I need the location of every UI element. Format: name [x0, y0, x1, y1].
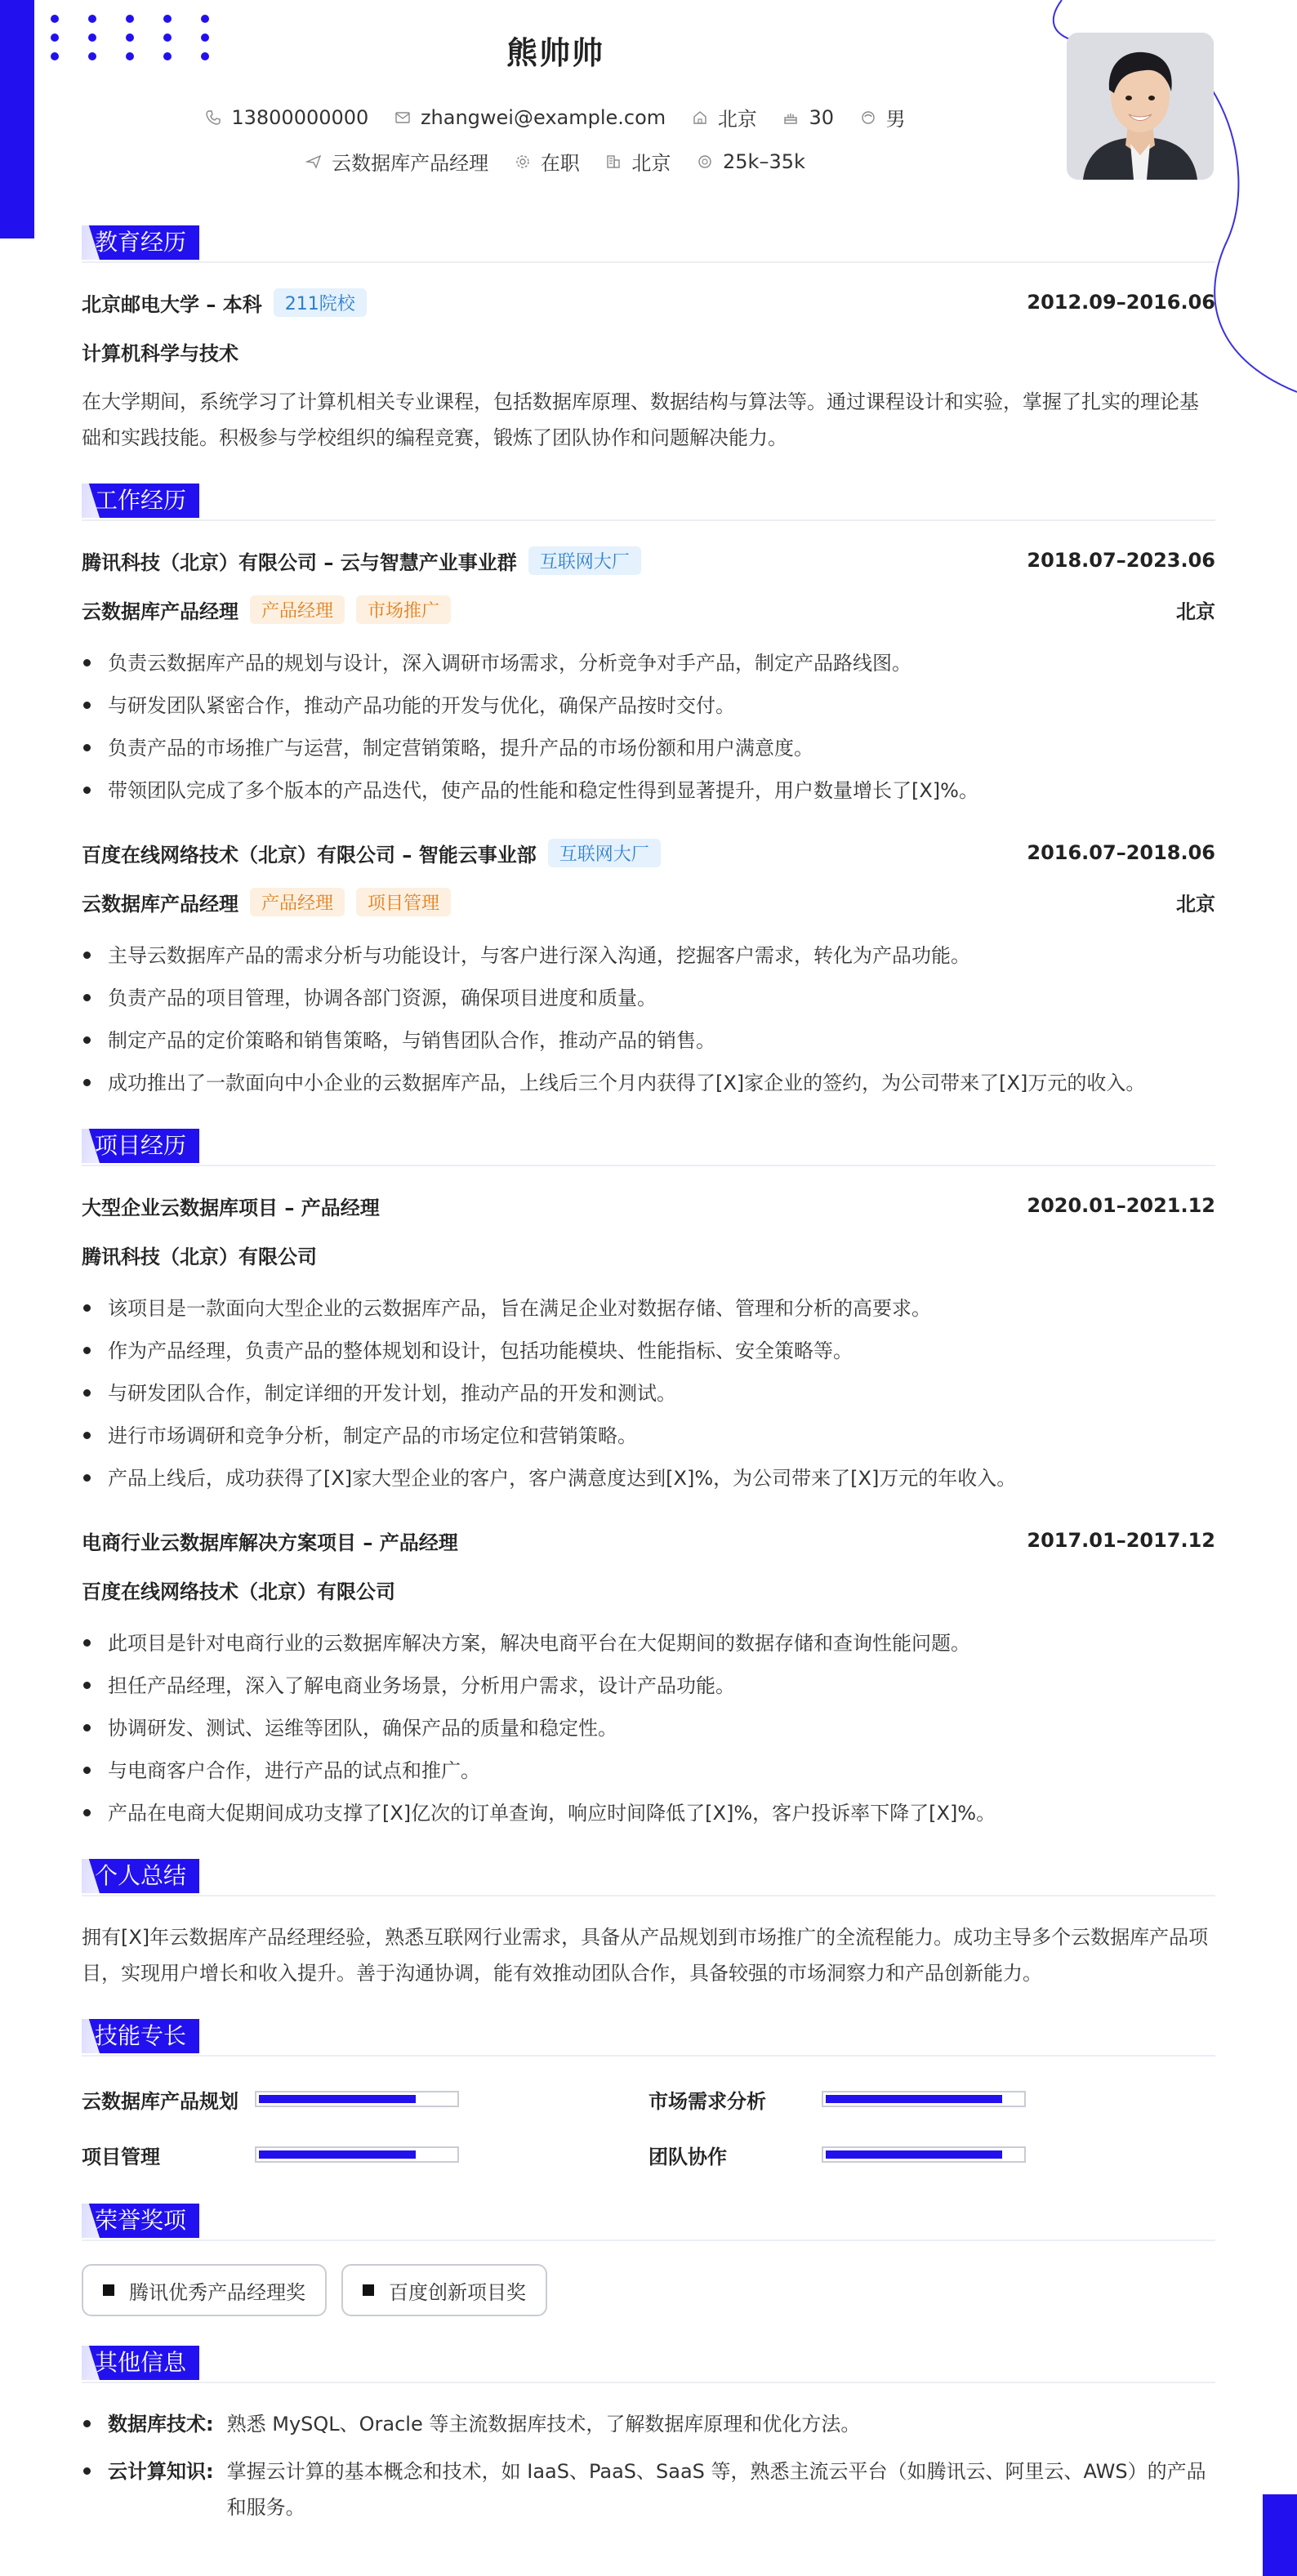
skill-bar: [255, 2146, 459, 2163]
age-item: [782, 106, 834, 129]
project-entry: [82, 1524, 1215, 1834]
project-bullets: [82, 1622, 1215, 1834]
project-name: 大型企业云数据库项目 – 产品经理: [82, 1196, 380, 1219]
skill-name: 云数据库产品规划: [82, 2089, 238, 2113]
list-item: 进行市场调研和竞争分析，制定产品的市场定位和营销策略。: [82, 1415, 1215, 1457]
skills-section: [82, 2019, 1215, 2174]
phone-text: 13800000000: [231, 105, 369, 129]
gender-item: [860, 103, 906, 131]
salary-item: [697, 150, 805, 173]
skill-item: [648, 2135, 1215, 2174]
project-name-line: [82, 1524, 1215, 1557]
summary-section: [82, 1859, 1215, 1991]
company-name: 腾讯科技（北京）有限公司 – 云与智慧产业事业群: [82, 550, 517, 574]
skill-bar-fill: [826, 2095, 1002, 2103]
section-title: 教育经历: [82, 225, 199, 260]
school-name: 北京邮电大学 – 本科: [82, 292, 262, 316]
section-header: [82, 2204, 1215, 2241]
section-header: [82, 1129, 1215, 1166]
list-item: 协调研发、测试、运维等团队，确保产品的质量和稳定性。: [82, 1707, 1215, 1749]
skill-item: [82, 2135, 648, 2174]
project-date: 2020.01–2021.12: [1027, 1194, 1215, 1217]
skill-item: [82, 2079, 648, 2119]
list-item: [82, 2453, 1215, 2525]
list-item: 负责产品的项目管理，协调各部门资源，确保项目进度和质量。: [82, 977, 1215, 1019]
list-item: 与电商客户合作，进行产品的试点和推广。: [82, 1749, 1215, 1792]
mail-icon: [394, 109, 411, 126]
project-org: 腾讯科技（北京）有限公司: [82, 1245, 317, 1268]
award-badge: [341, 2264, 547, 2316]
email-item: [394, 106, 666, 129]
phone-icon: [205, 109, 221, 126]
list-item: 带领团队完成了多个版本的产品迭代，使产品的性能和稳定性得到显著提升，用户数量增长了[X]%。: [82, 769, 1215, 812]
job-intent-row: [0, 147, 1111, 176]
list-item: 产品在电商大促期间成功支撑了[X]亿次的订单查询，响应时间降低了[X]%，客户投诉率下降了[X]%。: [82, 1792, 1215, 1834]
award-badge: [82, 2264, 327, 2316]
list-item: 主导云数据库产品的需求分析与功能设计，与客户进行深入沟通，挖掘客户需求，转化为产品功能。: [82, 934, 1215, 977]
list-item: 产品上线后，成功获得了[X]家大型企业的客户，客户满意度达到[X]%，为公司带来了[X]万元的年收入。: [82, 1457, 1215, 1500]
list-item: 制定产品的定价策略和销售策略，与销售团队合作，推动产品的销售。: [82, 1019, 1215, 1062]
awards-section: [82, 2204, 1215, 2316]
award-name: 腾讯优秀产品经理奖: [129, 2280, 305, 2304]
role-tag: 市场推广: [356, 595, 451, 624]
job-location: 北京: [1176, 599, 1215, 623]
job-role: 云数据库产品经理: [82, 599, 238, 623]
project-section: [82, 1129, 1215, 1834]
coin-icon: [697, 154, 713, 170]
other-section: [82, 2346, 1215, 2525]
square-bullet-icon: [363, 2284, 374, 2296]
job-role-line: [82, 593, 1215, 626]
target-city-item: [605, 147, 671, 176]
position-item: [305, 147, 488, 176]
role-tag: 产品经理: [250, 595, 345, 624]
project-entry: [82, 1189, 1215, 1500]
status-item: [515, 147, 580, 176]
dot: [88, 15, 96, 23]
section-title: 项目经历: [82, 1129, 199, 1163]
job-location: 北京: [1176, 892, 1215, 916]
school-tag: 211院校: [274, 288, 367, 317]
job-company-line: [82, 544, 1215, 577]
education-description: 在大学期间，系统学习了计算机相关专业课程，包括数据库原理、数据结构与算法等。通过课程设计和实验，掌握了扎实的理论基础和实践技能。积极参与学校组织的编程竞赛，锻炼了团队协作和问题解决能力。: [82, 390, 1199, 449]
contact-row: [0, 103, 1111, 131]
position-text: 云数据库产品经理: [332, 152, 489, 175]
target-city-text: 北京: [631, 152, 671, 175]
skills-grid: [82, 2079, 1215, 2174]
building-icon: [605, 154, 622, 170]
section-header: [82, 1859, 1215, 1896]
dot: [163, 15, 172, 23]
other-value: 掌握云计算的基本概念和技术，如 IaaS、PaaS、SaaS 等，熟悉主流云平台（如腾讯云、阿里云、AWS）的产品和服务。: [226, 2460, 1206, 2519]
section-title: 工作经历: [82, 484, 199, 518]
job-date: 2018.07–2023.06: [1027, 549, 1215, 572]
list-item: 与研发团队紧密合作，推动产品功能的开发与优化，确保产品按时交付。: [82, 684, 1215, 727]
skill-bar: [255, 2091, 459, 2107]
education-section: [82, 225, 1215, 456]
section-header: [82, 2346, 1215, 2383]
gear-icon: [515, 154, 531, 170]
major-name: 计算机科学与技术: [82, 341, 238, 365]
project-org: 百度在线网络技术（北京）有限公司: [82, 1580, 395, 1603]
job-entry: [82, 836, 1215, 1104]
project-org-line: [82, 1573, 1215, 1606]
skill-bar-fill: [259, 2095, 416, 2103]
list-item: 负责云数据库产品的规划与设计，深入调研市场需求，分析竞争对手产品，制定产品路线图。: [82, 642, 1215, 684]
gender-text: 男: [885, 108, 906, 131]
city-text: 北京: [717, 108, 757, 131]
section-header: [82, 484, 1215, 521]
age-text: 30: [809, 105, 834, 129]
project-bullets: [82, 1287, 1215, 1500]
email-text: zhangwei@example.com: [420, 105, 666, 129]
dot: [51, 15, 59, 23]
list-item: [82, 2406, 1215, 2442]
section-title: 个人总结: [82, 1859, 199, 1893]
send-icon: [305, 154, 322, 170]
section-title: 荣誉奖项: [82, 2204, 199, 2238]
list-item: 此项目是针对电商行业的云数据库解决方案，解决电商平台在大促期间的数据存储和查询性能问题。: [82, 1622, 1215, 1665]
skill-item: [648, 2079, 1215, 2119]
work-section: [82, 484, 1215, 1104]
awards-list: [82, 2264, 1215, 2316]
right-accent-bar: [1263, 2494, 1297, 2576]
list-item: 与研发团队合作，制定详细的开发计划，推动产品的开发和测试。: [82, 1372, 1215, 1415]
list-item: 该项目是一款面向大型企业的云数据库产品，旨在满足企业对数据存储、管理和分析的高要求。: [82, 1287, 1215, 1330]
section-header: [82, 225, 1215, 263]
other-key: 云计算知识:: [108, 2460, 214, 2483]
other-list: [82, 2406, 1215, 2525]
section-title: 其他信息: [82, 2346, 199, 2380]
skill-bar-fill: [826, 2150, 1002, 2159]
summary-text: 拥有[X]年云数据库产品经理经验，熟悉互联网行业需求，具备从产品规划到市场推广的全流程能力。成功主导多个云数据库产品项目，实现用户增长和收入提升。善于沟通协调，能有效推动团队合作，具备较强的市场洞察力和产品创新能力。: [82, 1926, 1209, 1985]
list-item: 作为产品经理，负责产品的整体规划和设计，包括功能模块、性能指标、安全策略等。: [82, 1330, 1215, 1372]
other-key: 数据库技术:: [108, 2413, 214, 2436]
project-org-line: [82, 1238, 1215, 1271]
skill-name: 团队协作: [648, 2145, 727, 2168]
salary-text: 25k–35k: [723, 149, 805, 173]
job-bullets: [82, 934, 1215, 1104]
company-tag: 互联网大厂: [528, 546, 641, 575]
education-line: [82, 286, 1215, 319]
phone-item: [205, 106, 368, 129]
section-header: [82, 2019, 1215, 2057]
candidate-name: 熊帅帅: [506, 35, 604, 71]
major-line: [82, 335, 1215, 368]
project-name-line: [82, 1189, 1215, 1222]
job-role: 云数据库产品经理: [82, 892, 238, 916]
skill-bar-fill: [259, 2150, 416, 2159]
skill-name: 市场需求分析: [648, 2089, 766, 2113]
skill-bar: [822, 2146, 1026, 2163]
project-name: 电商行业云数据库解决方案项目 – 产品经理: [82, 1531, 458, 1554]
skill-bar: [822, 2091, 1026, 2107]
status-text: 在职: [540, 152, 580, 175]
gender-icon: [860, 109, 876, 126]
company-name: 百度在线网络技术（北京）有限公司 – 智能云事业部: [82, 843, 537, 867]
resume-body: [82, 225, 1215, 2537]
dot: [126, 15, 134, 23]
education-date: 2012.09–2016.06: [1027, 291, 1215, 314]
job-entry: [82, 544, 1215, 812]
dot: [201, 15, 209, 23]
company-tag: 互联网大厂: [548, 839, 661, 867]
job-role-line: [82, 885, 1215, 918]
award-name: 百度创新项目奖: [389, 2280, 526, 2304]
list-item: 成功推出了一款面向中小企业的云数据库产品，上线后三个月内获得了[X]家企业的签约，为公司带来了[X]万元的收入。: [82, 1062, 1215, 1104]
role-tag: 产品经理: [250, 888, 345, 916]
list-item: 担任产品经理，深入了解电商业务场景，分析用户需求，设计产品功能。: [82, 1665, 1215, 1707]
cake-icon: [782, 109, 799, 126]
list-item: 负责产品的市场推广与运营，制定营销策略，提升产品的市场份额和用户满意度。: [82, 727, 1215, 769]
section-title: 技能专长: [82, 2019, 199, 2053]
role-tag: 项目管理: [356, 888, 451, 916]
job-company-line: [82, 836, 1215, 869]
job-bullets: [82, 642, 1215, 812]
skill-name: 项目管理: [82, 2145, 160, 2168]
other-value: 熟悉 MySQL、Oracle 等主流数据库技术，了解数据库原理和优化方法。: [226, 2413, 861, 2436]
home-icon: [692, 109, 708, 126]
project-date: 2017.01–2017.12: [1027, 1529, 1215, 1552]
job-date: 2016.07–2018.06: [1027, 841, 1215, 864]
city-item: [692, 103, 757, 131]
square-bullet-icon: [103, 2284, 114, 2296]
